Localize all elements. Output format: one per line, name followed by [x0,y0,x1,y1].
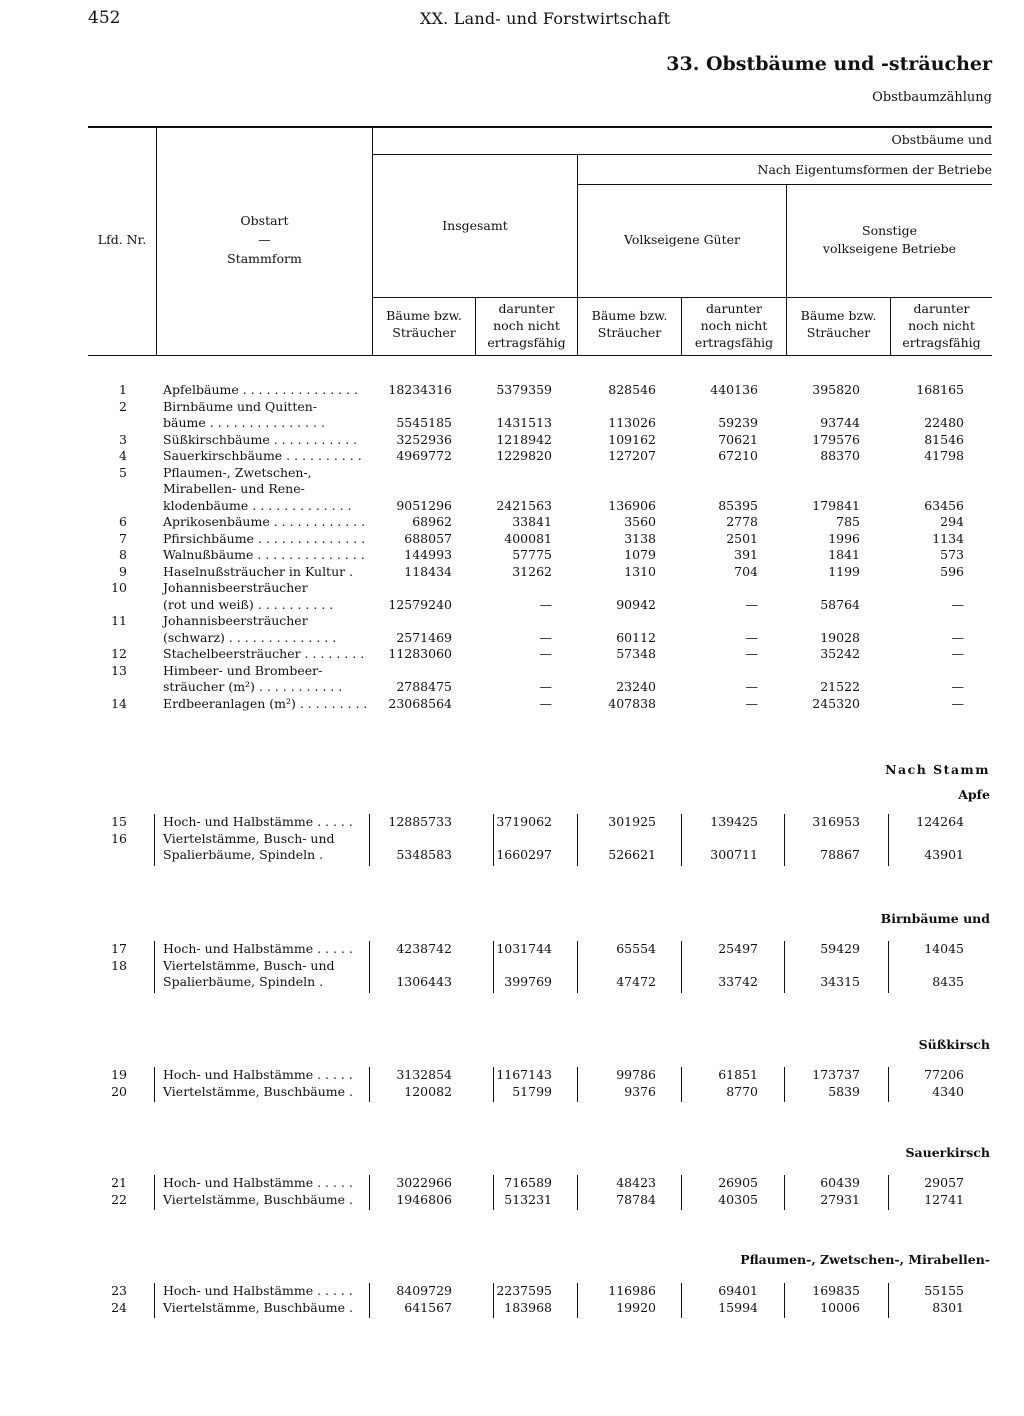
subheader-darunter: noch nicht [493,318,560,333]
cell-value: 22480 [924,415,964,430]
row-number: 24 [111,1299,127,1315]
group-column-rule [888,1283,889,1318]
row-label: Viertelstämme, Buschbäume . [163,1191,353,1207]
group-column-rule [681,1067,682,1102]
cell-value: — [951,646,964,661]
table-row [0,513,1024,530]
cell-value: 23068564 [388,695,452,711]
cell-value: 316953 [812,814,860,829]
cell-value: 1229820 [496,448,552,463]
row-label: Aprikosenbäume . . . . . . . . . . . . [163,514,366,529]
table-row [0,662,1024,679]
cell-value: 58764 [820,596,860,612]
group-column-rule [493,814,494,866]
cell-value: 25497 [718,941,758,956]
group-column-rule [154,941,155,993]
header-top-span: Obstbäume und [891,132,992,147]
cell-value: 124264 [916,814,964,829]
header-obstart: Obstart [240,213,289,228]
row-label: Spalierbäume, Spindeln . [163,847,324,862]
cell-value: 60112 [616,629,656,645]
cell-value: 4238742 [396,941,452,956]
cell-value: 2571469 [396,629,452,645]
row-number: 19 [111,1067,127,1082]
subheader-baeume: Sträucher [597,325,662,340]
row-label: Hoch- und Halbstämme . . . . . [163,814,353,829]
table-row [0,695,1024,712]
row-number: 18 [111,957,127,973]
table-row [0,563,1024,580]
table-row [0,612,1024,629]
cell-value: — [745,596,758,612]
row-number: 5 [119,464,127,480]
cell-value: 573 [940,547,964,562]
cell-value: 391 [734,547,758,562]
cell-value: 440136 [710,382,758,397]
cell-value: 9051296 [396,497,452,513]
row-label: (schwarz) . . . . . . . . . . . . . . [163,629,337,645]
row-label: Johannisbeersträucher [163,580,308,595]
cell-value: 1134 [932,530,964,546]
subheader-baeume: Bäume bzw. [800,308,877,323]
cell-value: 127207 [608,448,656,463]
cell-value: 716589 [504,1175,552,1190]
cell-value: 47472 [616,974,656,989]
group-column-rule [154,1067,155,1102]
cell-value: 526621 [608,847,656,862]
header-sonstige-2: volkseigene Betriebe [822,241,957,256]
cell-value: 57775 [512,547,552,562]
cell-value: — [951,629,964,645]
cell-value: 4340 [932,1083,964,1099]
cell-value: 136906 [608,497,656,513]
row-label: sträucher (m²) . . . . . . . . . . . [163,679,343,694]
cell-value: 18234316 [388,382,452,397]
cell-value: 118434 [404,563,452,579]
group-column-rule [784,1067,785,1102]
cell-value: 2778 [726,514,758,529]
subheader-baeume: Bäume bzw. [591,308,668,323]
table-row [0,381,1024,398]
table-row [0,398,1024,415]
cell-value: 55155 [924,1283,964,1298]
group-column-rule [681,1175,682,1210]
cell-value: 99786 [616,1067,656,1082]
header-lfd-nr: Lfd. Nr. [97,232,147,247]
cell-value: 40305 [718,1191,758,1207]
group-column-rule [369,814,370,866]
cell-value: 300711 [710,847,758,862]
subheader-baeume: Sträucher [392,325,456,340]
group-column-rule [784,1283,785,1318]
row-label: Walnußbäume . . . . . . . . . . . . . . [163,547,365,562]
table-row [0,480,1024,497]
cell-value: 8409729 [396,1283,452,1298]
cell-value: 65554 [616,941,656,956]
cell-value: 5545185 [396,415,452,430]
cell-value: 41798 [924,448,964,463]
row-number: 20 [111,1083,127,1099]
cell-value: 1310 [624,563,656,579]
group-column-rule [784,1175,785,1210]
row-label: Apfelbäume . . . . . . . . . . . . . . . [163,382,359,397]
cell-value: 19920 [616,1299,656,1315]
cell-value: 2501 [726,530,758,546]
span-rule-2 [578,184,992,185]
row-number: 7 [119,530,127,546]
cell-value: 33841 [512,514,552,529]
table-subtitle: Obstbaumzählung [872,90,992,105]
table-row [0,579,1024,596]
cell-value: 109162 [608,431,656,447]
cell-value: 5379359 [496,382,552,397]
table-row [0,629,1024,646]
table-row [0,596,1024,613]
cell-value: — [745,646,758,661]
cell-value: — [539,679,552,694]
group-column-rule [784,941,785,993]
cell-value: 3138 [624,530,656,546]
cell-value: 1841 [828,547,860,562]
row-number: 1 [119,382,127,397]
row-number: 3 [119,431,127,447]
row-number: 8 [119,547,127,562]
subheader-darunter: darunter [913,301,970,316]
cell-value: 35242 [820,646,860,661]
cell-value: 81546 [924,431,964,447]
subheader-darunter: ertragsfähig [902,335,981,350]
cell-value: 4969772 [396,448,452,463]
cell-value: 48423 [616,1175,656,1190]
cell-value: 785 [836,514,860,529]
cell-value: 8301 [932,1299,964,1315]
row-number: 23 [111,1283,127,1298]
row-label: Hoch- und Halbstämme . . . . . [163,1067,353,1082]
header-stammform: Stammform [227,251,302,266]
cell-value: 5839 [828,1083,860,1099]
group-column-rule [577,1283,578,1318]
group-column-rule [154,1175,155,1210]
group-column-rule [369,1175,370,1210]
cell-value: 9376 [624,1083,656,1099]
group-column-rule [154,1283,155,1318]
cell-value: 168165 [916,382,964,397]
row-label: Johannisbeersträucher [163,613,308,628]
subheader-darunter: ertragsfähig [694,335,774,350]
row-label: Pflaumen-, Zwetschen-, [163,464,312,480]
group-column-rule [577,941,578,993]
cell-value: 78867 [820,847,860,862]
cell-value: 1167143 [496,1067,552,1082]
group-column-rule [888,941,889,993]
cell-value: 68962 [412,514,452,529]
header-sonstige-1: Sonstige [862,223,917,238]
row-label: Hoch- und Halbstämme . . . . . [163,1283,353,1298]
cell-value: 1079 [624,547,656,562]
group-column-rule [681,941,682,993]
row-label: Erdbeeranlagen (m²) . . . . . . . . . [163,695,368,711]
cell-value: 21522 [820,679,860,694]
row-label: Hoch- und Halbstämme . . . . . [163,941,353,956]
row-number: 9 [119,563,127,579]
cell-value: 3022966 [396,1175,452,1190]
cell-value: 12579240 [388,596,452,612]
cell-value: 1306443 [396,974,452,989]
table-row [0,645,1024,662]
table-row [0,497,1024,514]
row-label: Pfirsichbäume . . . . . . . . . . . . . . [163,530,366,546]
cell-value: — [745,679,758,694]
subheader-darunter: ertragsfähig [487,335,566,350]
cell-value: 3132854 [396,1067,452,1082]
cell-value: 245320 [812,695,860,711]
cell-value: 78784 [616,1191,656,1207]
row-number: 10 [111,580,127,595]
cell-value: 15994 [718,1299,758,1315]
table-row [0,678,1024,695]
group-column-rule [784,814,785,866]
cell-value: 8435 [932,974,964,989]
header-eigentum-span: Nach Eigentumsformen der Betriebe [757,162,992,177]
span-rule-1 [373,154,992,155]
table-row [0,546,1024,563]
cell-value: 3560 [624,514,656,529]
row-label: Viertelstämme, Buschbäume . [163,1083,353,1099]
cell-value: — [539,646,552,661]
cell-value: — [539,695,552,711]
cell-value: — [539,596,552,612]
cell-value: 179576 [812,431,860,447]
cell-value: 139425 [710,814,758,829]
cell-value: 116986 [608,1283,656,1298]
group-title: Apfe [958,787,990,802]
cell-value: 26905 [718,1175,758,1190]
cell-value: 14045 [924,941,964,956]
group-column-rule [681,1283,682,1318]
group-column-rule [154,814,155,866]
group-column-rule [577,1067,578,1102]
cell-value: 704 [734,563,758,579]
cell-value: 596 [940,563,964,579]
running-head: XX. Land- und Forstwirtschaft [420,9,671,28]
table-row [0,447,1024,464]
cell-value: 2237595 [496,1283,552,1298]
cell-value: 1218942 [496,431,552,447]
row-label: Himbeer- und Brombeer- [163,662,323,678]
row-label: (rot und weiß) . . . . . . . . . . [163,596,334,612]
cell-value: — [539,629,552,645]
row-label: Haselnußsträucher in Kultur . [163,563,354,579]
cell-value: 169835 [812,1283,860,1298]
group-column-rule [493,941,494,993]
cell-value: 34315 [820,974,860,989]
row-number: 12 [111,646,127,661]
cell-value: 43901 [924,847,964,862]
cell-value: 59429 [820,941,860,956]
header-bottom-rule [88,355,992,356]
cell-value: 11283060 [388,646,452,661]
row-number: 14 [111,695,127,711]
cell-value: 1946806 [396,1191,452,1207]
cell-value: 12885733 [388,814,452,829]
cell-value: 641567 [404,1299,452,1315]
group-title: Süßkirsch [918,1037,990,1052]
group-column-rule [369,941,370,993]
cell-value: — [951,679,964,694]
group-column-rule [577,814,578,866]
cell-value: 23240 [616,679,656,694]
row-label: Stachelbeersträucher . . . . . . . . [163,646,365,661]
group-column-rule [369,1067,370,1102]
row-label: Süßkirschbäume . . . . . . . . . . . [163,431,358,447]
header-top-rule [88,126,992,128]
cell-value: 173737 [812,1067,860,1082]
cell-value: — [745,629,758,645]
cell-value: 60439 [820,1175,860,1190]
cell-value: 3719062 [496,814,552,829]
sub-rule [373,297,992,298]
row-label: Birnbäume und Quitten- [163,398,318,414]
row-number: 22 [111,1191,127,1207]
cell-value: 113026 [608,415,656,430]
subheader-darunter: darunter [498,301,555,316]
cell-value: 2788475 [396,679,452,694]
cell-value: 183968 [504,1299,552,1315]
cell-value: 70621 [718,431,758,447]
cell-value: 1660297 [496,847,552,862]
row-number: 2 [119,398,127,414]
row-number: 17 [111,941,127,956]
cell-value: 90942 [616,596,656,612]
cell-value: 1199 [828,563,860,579]
cell-value: 400081 [504,530,552,546]
row-number: 13 [111,662,127,678]
cell-value: 3252936 [396,431,452,447]
section-nach-stamm: Nach Stamm [885,762,990,777]
group-title: Birnbäume und [880,911,990,926]
subheader-darunter: noch nicht [700,318,768,333]
row-number: 6 [119,514,127,529]
row-label: bäume . . . . . . . . . . . . . . . [163,415,325,430]
cell-value: 88370 [820,448,860,463]
table-row [0,464,1024,481]
row-label: Sauerkirschbäume . . . . . . . . . . [163,448,362,463]
cell-value: 67210 [718,448,758,463]
cell-value: 179841 [812,497,860,513]
cell-value: 5348583 [396,847,452,862]
cell-value: 63456 [924,497,964,513]
row-label: klodenbäume . . . . . . . . . . . . . [163,497,352,513]
cell-value: 144993 [404,547,452,562]
header-obstart-dash: — [258,232,271,247]
header-insgesamt: Insgesamt [442,218,508,233]
cell-value: 828546 [608,382,656,397]
row-number: 15 [111,814,127,829]
cell-value: 57348 [616,646,656,661]
page-number: 452 [88,8,121,28]
cell-value: 1996 [828,530,860,546]
cell-value: 69401 [718,1283,758,1298]
cell-value: 1031744 [496,941,552,956]
row-number: 11 [111,613,127,628]
group-column-rule [577,1175,578,1210]
row-label: Viertelstämme, Busch- und [163,830,335,846]
cell-value: — [951,596,964,612]
cell-value: 29057 [924,1175,964,1190]
table-title: 33. Obstbäume und -sträucher [666,53,992,75]
cell-value: 1431513 [496,415,552,430]
row-label: Viertelstämme, Buschbäume . [163,1299,353,1315]
cell-value: 407838 [608,695,656,711]
cell-value: 513231 [504,1191,552,1207]
cell-value: 8770 [726,1083,758,1099]
row-label: Spalierbäume, Spindeln . [163,974,324,989]
table-row [0,414,1024,431]
cell-value: 301925 [608,814,656,829]
cell-value: 59239 [718,415,758,430]
subheader-baeume: Sträucher [806,325,871,340]
cell-value: 12741 [924,1191,964,1207]
row-label: Viertelstämme, Busch- und [163,957,335,973]
subheader-darunter: darunter [706,301,762,316]
table-row [0,530,1024,547]
cell-value: — [745,695,758,711]
cell-value: 85395 [718,497,758,513]
cell-value: 120082 [404,1083,452,1099]
group-title: Sauerkirsch [905,1145,990,1160]
cell-value: 395820 [812,382,860,397]
row-number: 16 [111,830,127,846]
table-row [0,431,1024,448]
row-label: Hoch- und Halbstämme . . . . . [163,1175,353,1190]
group-column-rule [681,814,682,866]
cell-value: 688057 [404,530,452,546]
group-column-rule [493,1067,494,1102]
row-number: 4 [119,448,127,463]
cell-value: 19028 [820,629,860,645]
cell-value: 61851 [718,1067,758,1082]
group-column-rule [888,814,889,866]
cell-value: 31262 [512,563,552,579]
cell-value: 93744 [820,415,860,430]
group-column-rule [493,1175,494,1210]
group-column-rule [493,1283,494,1318]
header-volkseigene: Volkseigene Güter [623,232,741,247]
cell-value: — [951,695,964,711]
group-title: Pflaumen-, Zwetschen-, Mirabellen- [740,1252,990,1267]
cell-value: 2421563 [496,497,552,513]
cell-value: 399769 [504,974,552,989]
cell-value: 51799 [512,1083,552,1099]
group-column-rule [888,1067,889,1102]
cell-value: 33742 [718,974,758,989]
subheader-darunter: noch nicht [908,318,975,333]
subheader-baeume: Bäume bzw. [386,308,462,323]
cell-value: 294 [940,514,964,529]
row-label: Mirabellen- und Rene- [163,481,305,496]
cell-value: 10006 [820,1299,860,1315]
group-column-rule [888,1175,889,1210]
row-number: 21 [111,1175,127,1190]
cell-value: 77206 [924,1067,964,1082]
group-column-rule [369,1283,370,1318]
cell-value: 27931 [820,1191,860,1207]
